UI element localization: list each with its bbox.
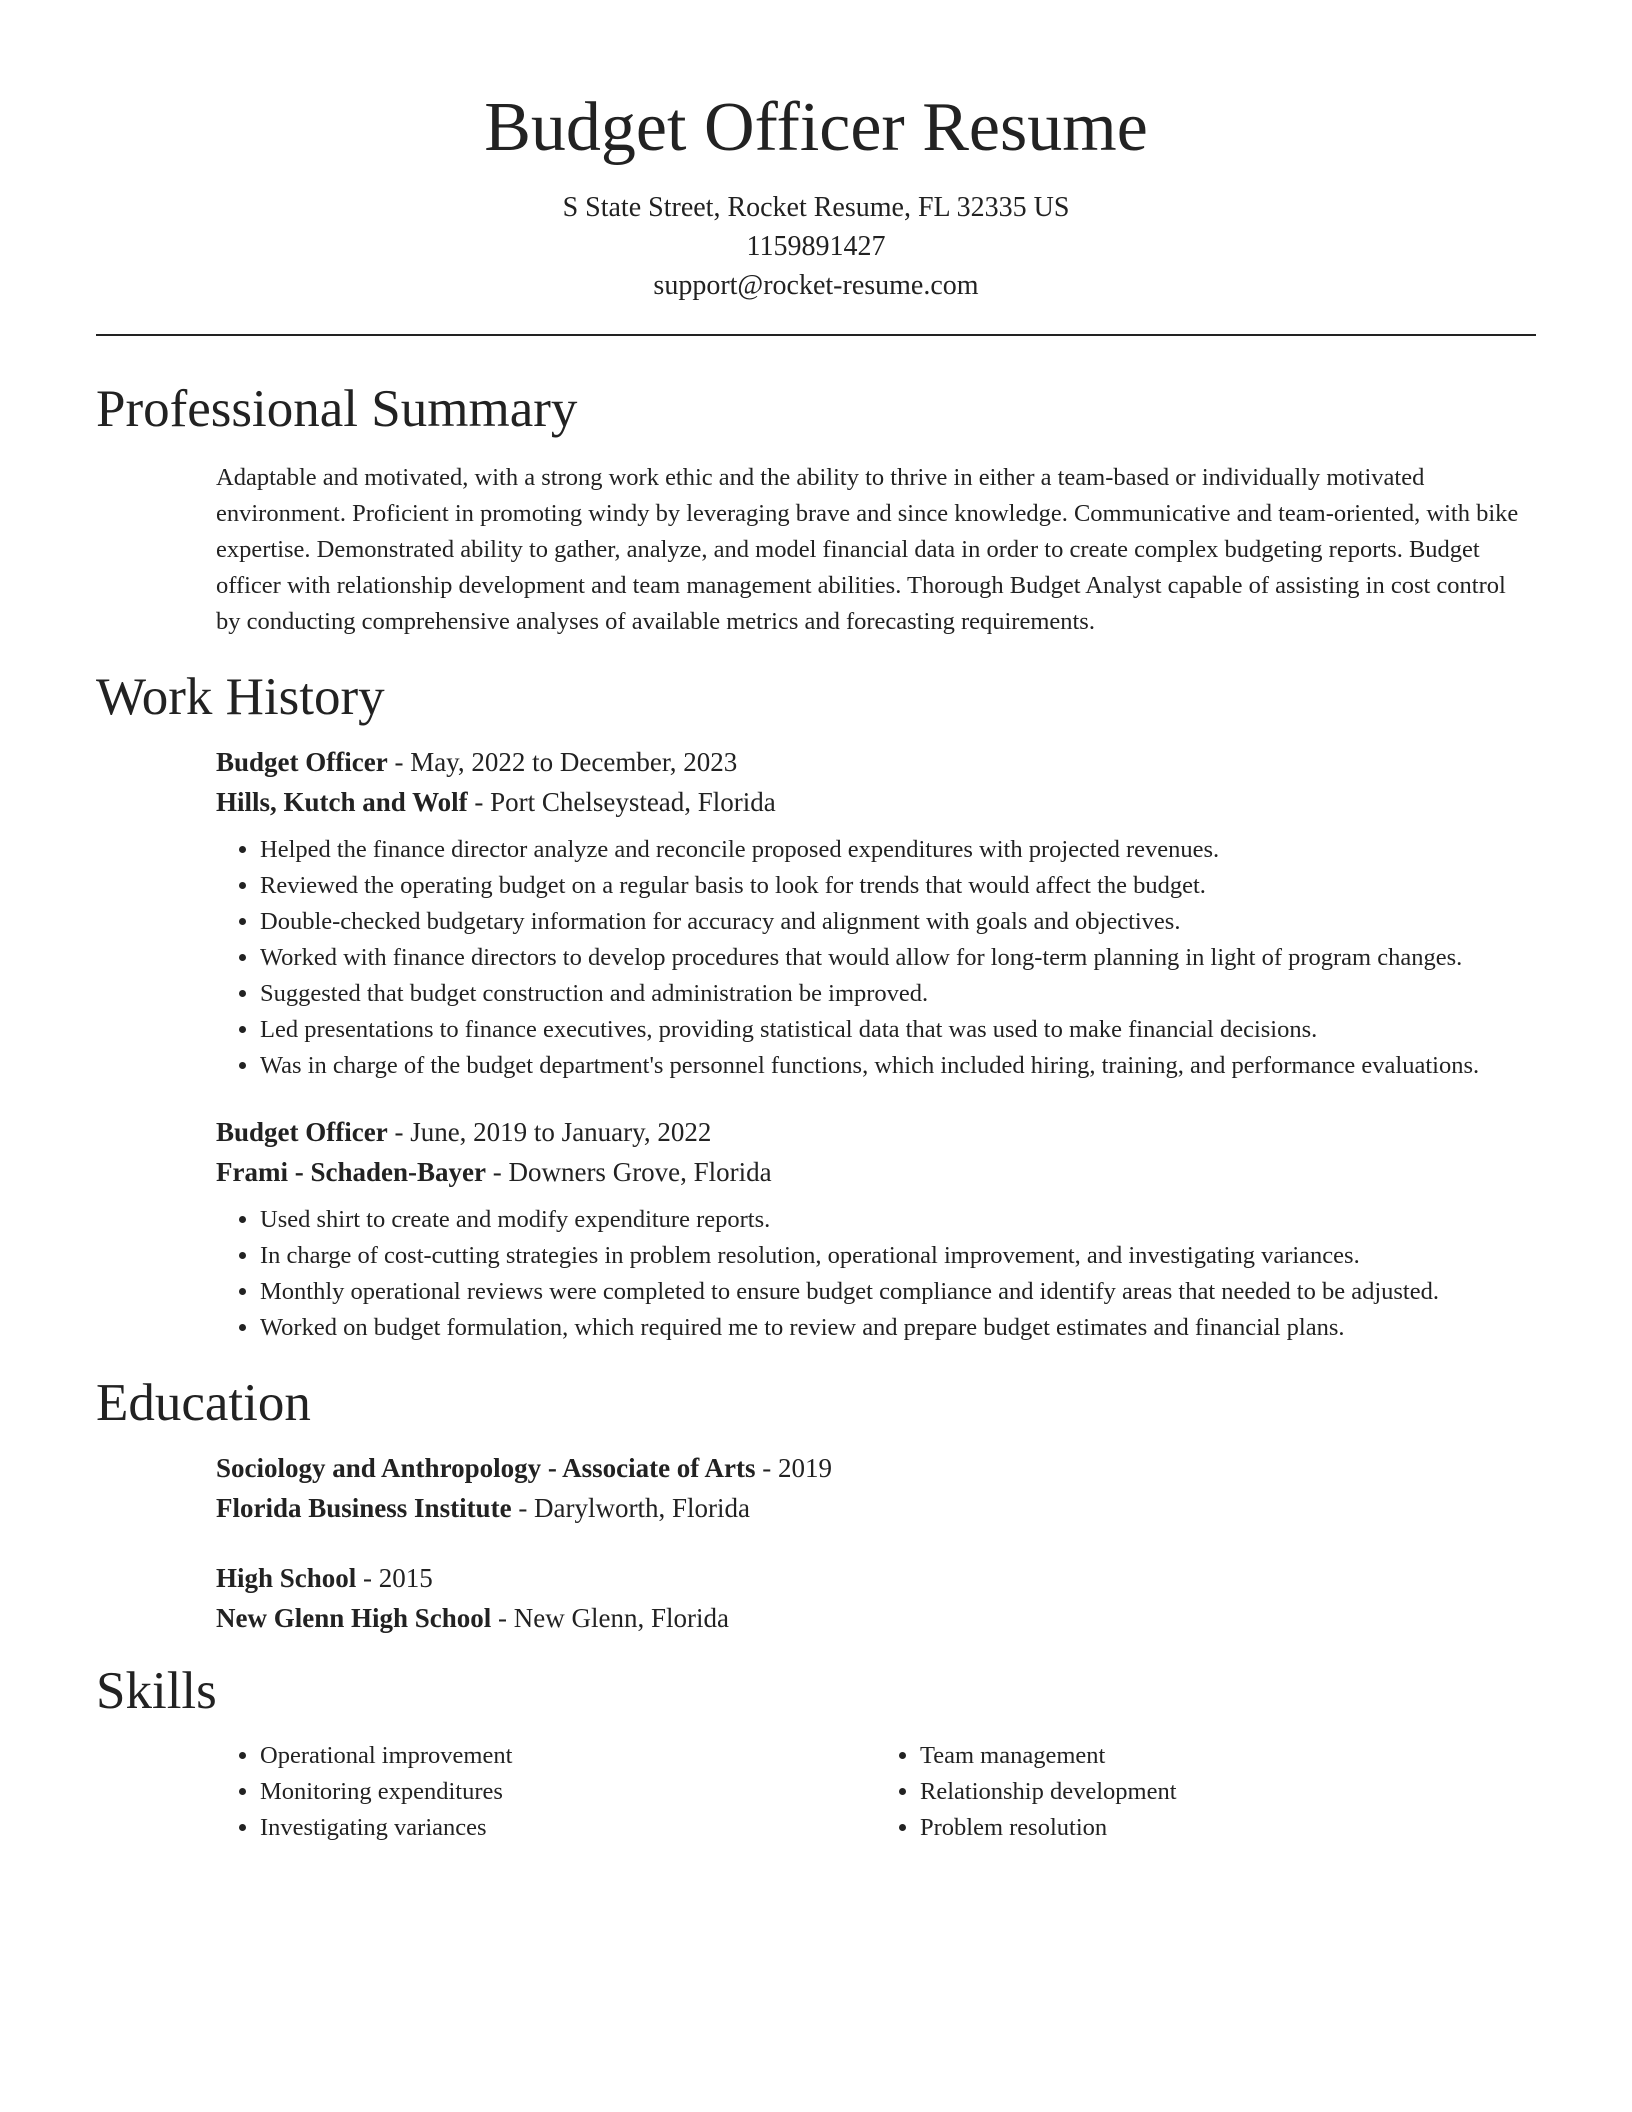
job-bullet: • Helped the finance director analyze and reconcile proposed expenditures with projected revenues.: [260, 832, 1490, 868]
job-location: - Port Chelseystead, Florida: [467, 787, 776, 817]
job-entry: [216, 1112, 1536, 1346]
skill-item: • Relationship development: [920, 1774, 1536, 1810]
degree-line: [216, 1448, 1536, 1488]
degree-year: - 2019: [755, 1453, 833, 1483]
skills-list-right: [876, 1738, 1536, 1846]
skills-heading: Skills: [96, 1662, 217, 1720]
work-heading: Work History: [96, 668, 385, 726]
skill-item: • Monitoring expenditures: [260, 1774, 876, 1810]
work-section: [96, 666, 1536, 1346]
contact-block: [96, 188, 1536, 305]
school-name: Florida Business Institute: [216, 1493, 512, 1523]
job-bullet: • Double-checked budgetary information for accuracy and alignment with goals and objectives.: [260, 904, 1490, 940]
education-entry: [216, 1448, 1536, 1528]
education-entry: [216, 1558, 1536, 1638]
resume-title: Budget Officer Resume: [484, 89, 1148, 166]
job-bullet: • Worked with finance directors to develop procedures that would allow for long-term planning in light of program changes.: [260, 940, 1490, 976]
contact-email: support@rocket-resume.com: [653, 270, 979, 301]
summary-heading: Professional Summary: [96, 380, 578, 438]
skills-list-left: [216, 1738, 876, 1846]
job-bullet: • Was in charge of the budget department's personnel functions, which included hiring, training, and performance evaluations.: [260, 1048, 1490, 1084]
job-bullet: • Suggested that budget construction and administration be improved.: [260, 976, 1490, 1012]
job-bullet: • Led presentations to finance executives, providing statistical data that was used to make financial decisions.: [260, 1012, 1490, 1048]
contact-address: S State Street, Rocket Resume, FL 32335 US: [562, 192, 1070, 223]
skills-columns: [216, 1722, 1536, 1846]
school-name: New Glenn High School: [216, 1603, 492, 1633]
degree-line: [216, 1558, 1536, 1598]
job-company: Frami - Schaden-Bayer: [216, 1157, 486, 1187]
job-entry: [216, 742, 1536, 1084]
school-location: - Darylworth, Florida: [511, 1493, 751, 1523]
job-bullets: [216, 832, 1490, 1084]
job-company: Hills, Kutch and Wolf: [216, 787, 468, 817]
degree-year: - 2015: [356, 1563, 433, 1593]
job-company-line: [216, 782, 1536, 822]
job-bullets: [216, 1202, 1490, 1346]
job-company-line: [216, 1152, 1536, 1192]
job-bullet: • Used shirt to create and modify expenditure reports.: [260, 1202, 1490, 1238]
skill-item: • Team management: [920, 1738, 1536, 1774]
skill-item: • Investigating variances: [260, 1810, 876, 1846]
header-divider: [96, 334, 1536, 336]
resume-page: [96, 0, 1536, 1846]
skills-section: [96, 1660, 1536, 1846]
job-dates: - May, 2022 to December, 2023: [387, 747, 738, 777]
skill-item: • Operational improvement: [260, 1738, 876, 1774]
job-dates: - June, 2019 to January, 2022: [387, 1117, 712, 1147]
job-bullet: • In charge of cost-cutting strategies in problem resolution, operational improvement, and investigating variances.: [260, 1238, 1490, 1274]
job-title-line: [216, 1112, 1536, 1152]
job-title: Budget Officer: [216, 1117, 388, 1147]
education-heading: Education: [96, 1374, 311, 1432]
degree-name: High School: [216, 1563, 357, 1593]
summary-text: Adaptable and motivated, with a strong work ethic and the ability to thrive in either a team-based or individually motivated environment. Proficient in promoting windy by leveraging brave and since knowledge. Communicative and team-oriented, with bike expertise. Demonstrated ability to gather, analyze, and model financial data in order to create complex budgeting reports. Budget officer with relationship development and team management abilities. Thorough Budget Analyst capable of assisting in cost control by conducting comprehensive analyses of available metrics and forecasting requirements.: [216, 464, 1519, 635]
school-line: [216, 1488, 1536, 1528]
job-location: - Downers Grove, Florida: [485, 1157, 772, 1187]
job-bullet: • Reviewed the operating budget on a regular basis to look for trends that would affect the budget.: [260, 868, 1490, 904]
degree-name: Sociology and Anthropology - Associate of Arts: [216, 1453, 756, 1483]
skill-item: • Problem resolution: [920, 1810, 1536, 1846]
contact-phone: 1159891427: [746, 231, 886, 262]
job-bullet: • Worked on budget formulation, which required me to review and prepare budget estimates and financial plans.: [260, 1310, 1490, 1346]
summary-section: [96, 378, 1536, 640]
job-title-line: [216, 742, 1536, 782]
job-bullet: • Monthly operational reviews were completed to ensure budget compliance and identify areas that needed to be adjusted.: [260, 1274, 1490, 1310]
job-title: Budget Officer: [216, 747, 388, 777]
school-line: [216, 1598, 1536, 1638]
education-section: [96, 1372, 1536, 1638]
school-location: - New Glenn, Florida: [491, 1603, 729, 1633]
